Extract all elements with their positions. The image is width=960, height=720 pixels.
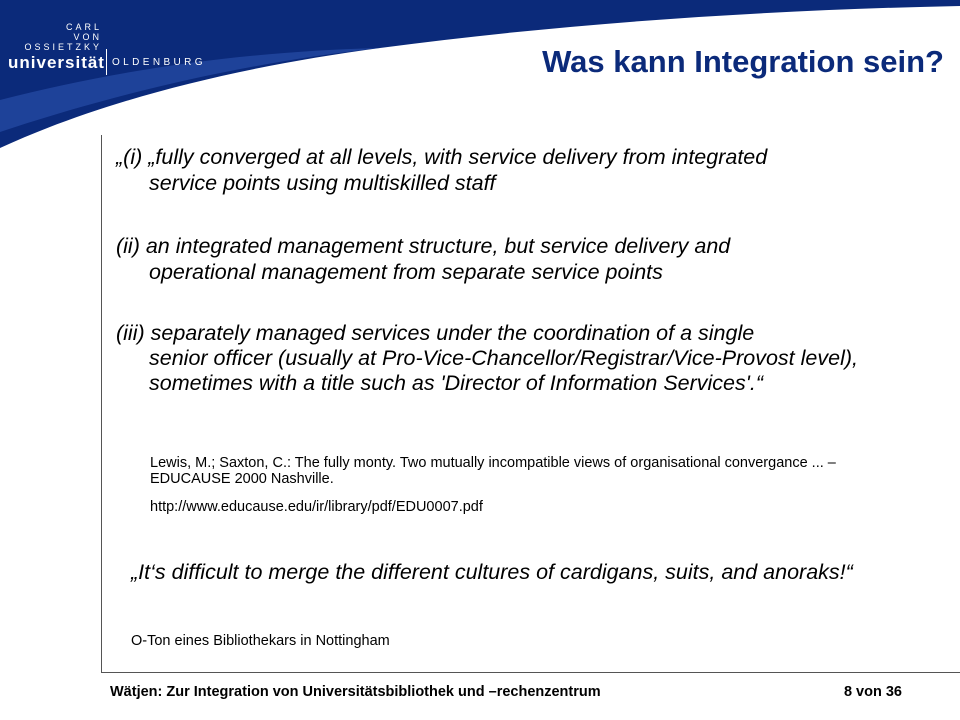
content-frame-bottom-border [101,672,960,673]
slide-title: Was kann Integration sein? [542,44,944,79]
logo-universitaet: universität [8,53,105,72]
logo-divider [106,49,107,75]
definition-item-2 [116,233,906,285]
definition-item-3-continuation: senior officer (usually at Pro-Vice-Chancellor/Registrar/Vice-Provost level), sometimes with a title such as 'Director of Information Services'.“ [149,346,858,395]
definition-item-2-continuation: operational management from separate service points [149,260,663,284]
definition-item-1-first-line: „(i) „fully converged at all levels, with service delivery from integrated [116,145,768,169]
quote-source: O-Ton eines Bibliothekars in Nottingham [131,633,390,649]
definition-item-1-continuation: service points using multiskilled staff [149,171,496,195]
citation-reference: Lewis, M.; Saxton, C.: The fully monty. Two mutually incompatible views of organisational convergance ... – EDUCAUSE 2000 Nashville. [150,455,836,487]
definition-item-2-first-line: (ii) an integrated management structure, but service delivery and [116,234,731,258]
content-frame-left-border [101,135,102,673]
definition-item-3 [116,320,906,396]
logo-line-von: VON [73,32,102,42]
university-logo [8,22,218,82]
logo-oldenburg: OLDENBURG [112,57,206,68]
definition-item-1 [116,144,926,196]
footer-title: Wätjen: Zur Integration von Universitätsbibliothek und –rechenzentrum [110,684,601,700]
logo-line-carl: CARL [65,22,102,32]
page-number: 8 von 36 [843,684,902,700]
librarian-quote: „It‘s difficult to merge the different cultures of cardigans, suits, and anoraks!“ [131,560,853,584]
logo-line-ossietzky: OSSIETZKY [24,42,102,52]
citation-url: http://www.educause.edu/ir/library/pdf/EDU0007.pdf [150,499,483,515]
logo-name-block [8,22,102,52]
definition-item-3-first-line: (iii) separately managed services under the coordination of a single [116,321,755,345]
